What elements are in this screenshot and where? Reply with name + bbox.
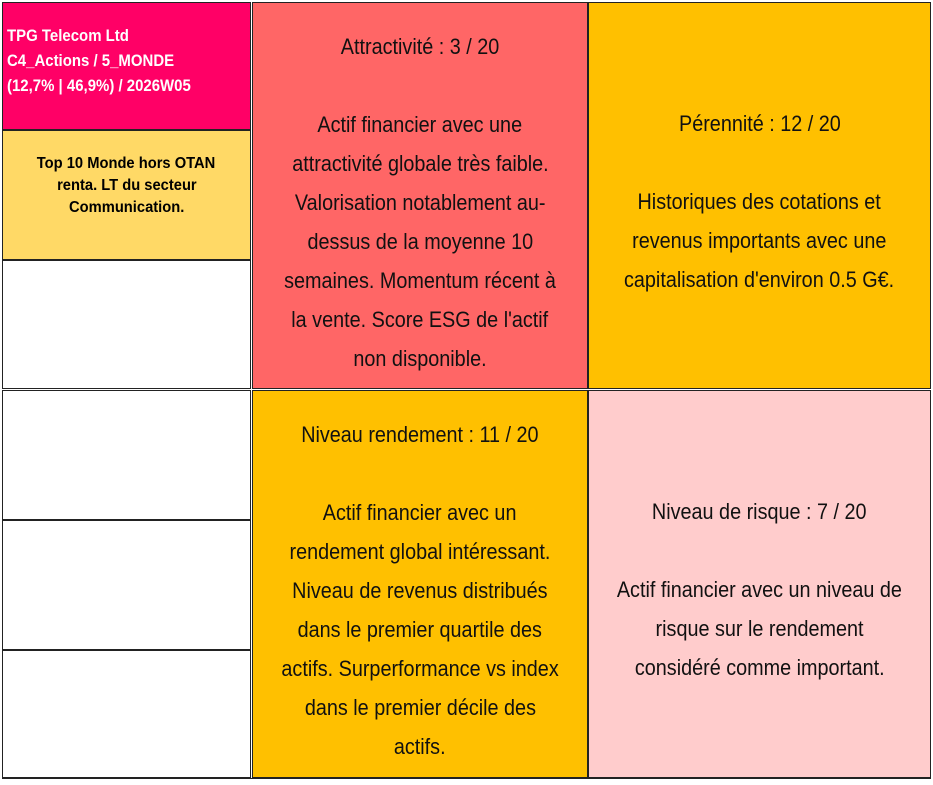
attractivite-title: Attractivité : 3 / 20	[340, 34, 500, 59]
description-line-2: renta. LT du secteur	[56, 177, 197, 194]
attractivite-cell	[252, 2, 588, 389]
blank-cell-3	[2, 520, 251, 650]
blank-cell-4	[2, 650, 251, 778]
rendement-text: Actif financier avec un rendement global intéressant. Niveau de revenus distribués dans le premier quartile des actifs. Surperformance vs index dans le premier décile des actifs.	[281, 500, 559, 759]
bottom-border	[2, 778, 931, 779]
attractivite-text: Actif financier avec une attractivité globale très faible. Valorisation notablement au- dessus de la moyenne 10 semaines. Momentum récent à la vente. Score ESG de l'actif non disponible.	[284, 112, 556, 371]
risque-cell	[588, 390, 931, 778]
asset-stats: (12,7% | 46,9%) / 2026W05	[7, 76, 191, 95]
asset-category: C4_Actions / 5_MONDE	[7, 51, 175, 70]
blank-cell-1	[2, 260, 251, 389]
asset-heading-cell	[2, 2, 251, 130]
perennite-title: Pérennité : 12 / 20	[678, 111, 841, 136]
asset-description-cell	[2, 130, 251, 260]
perennite-cell	[588, 2, 931, 389]
asset-name: TPG Telecom Ltd	[7, 26, 129, 45]
rendement-cell	[252, 390, 588, 778]
description-line-3: Communication.	[68, 199, 185, 216]
perennite-text: Historiques des cotations et revenus importants avec une capitalisation d'environ 0.5 G€.	[624, 189, 895, 292]
rendement-title: Niveau rendement : 11 / 20	[301, 422, 539, 447]
description-line-1: Top 10 Monde hors OTAN	[37, 155, 216, 172]
blank-cell-2	[2, 390, 251, 520]
risque-text: Actif financier avec un niveau de risque sur le rendement considéré comme important.	[616, 577, 903, 680]
risque-title: Niveau de risque : 7 / 20	[652, 499, 867, 524]
